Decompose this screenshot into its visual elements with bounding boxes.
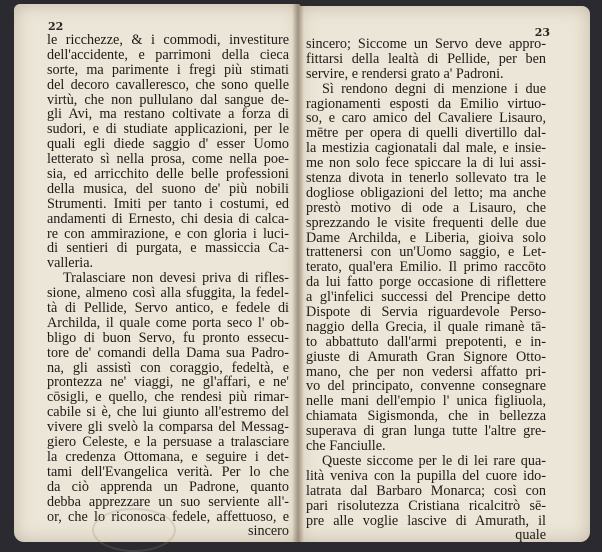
page-number: 23 xyxy=(534,26,550,39)
text-line: la mestizia cagionatali dal male, e insie- xyxy=(306,141,546,157)
text-line: a gl'infelici successi del Prencipe detto xyxy=(306,290,546,306)
text-line: che Fanciulle. xyxy=(306,439,386,454)
page-text xyxy=(306,37,546,543)
text-line: bligo di buon Servo, fu pronto essecu- xyxy=(47,330,289,346)
library-stamp xyxy=(92,508,176,552)
text-line: prontezza ne' viaggi, ne gl'affari, e ne' xyxy=(47,375,289,391)
book-gutter xyxy=(292,4,304,542)
text-line: latrata dal Barbaro Monarca; così con xyxy=(306,483,546,499)
page-number: 22 xyxy=(48,20,64,33)
text-line: gli Avi, ma restano coltivate a forza di xyxy=(47,107,289,123)
text-line: tore de' comandi della Dama sua Padro- xyxy=(47,345,289,361)
text-line: Archilda, il quale come porta seco l' ob- xyxy=(47,315,289,331)
text-line: trattenersi con un'Uomo saggio, e Let- xyxy=(306,245,546,261)
text-line: to abbattuto dall'armi prepotenti, e in- xyxy=(306,334,546,350)
text-line: me non solo fece spiccare la di lui assi- xyxy=(306,156,546,172)
text-line: tà di Pellide, Servo antico, e fedele di xyxy=(47,301,289,316)
text-line: Strumenti. Imiti per tanto i costumi, ed xyxy=(47,196,289,212)
text-line: so, e caro amico del Cavaliere Lisauro, xyxy=(306,111,546,127)
text-line: la credenza Ottomana, e seguire i det- xyxy=(47,449,289,465)
text-line: naggio della Grecia, il quale rimanè tā- xyxy=(306,319,546,335)
text-line: fittarsi della lealtà di Pellide, per ben xyxy=(306,51,546,67)
text-line: sudori, e di studiate applicazioni, per le xyxy=(47,122,289,138)
text-line: giero Celeste, e la persuase a tralasciare xyxy=(47,435,289,450)
text-line: Dispote di Servia riguardevole Perso- xyxy=(306,305,546,320)
text-line: terato, qual'era Emilio. Il primo raccōto xyxy=(306,260,546,276)
page-text xyxy=(47,33,289,539)
text-line: sprezzando le visite frequenti delle due xyxy=(306,215,546,231)
text-line: cabile si è, che lui giunto all'estremo del xyxy=(47,405,289,421)
text-line: chiamata Sigismonda, che in bellezza xyxy=(306,409,546,425)
text-line: sincero xyxy=(248,524,289,540)
text-line: Queste siccome per le di lei rare qua- xyxy=(322,453,546,469)
text-line: del decoro cavalleresco, che sono quelle xyxy=(47,77,289,93)
text-line: da lui fatto porge occasione di riflettere xyxy=(306,275,546,291)
text-line: nelle mani dell'empio l' unica figliuola, xyxy=(306,394,546,410)
text-line: mētre per opera di quelli divertillo dal- xyxy=(306,126,546,142)
text-line: sione, almeno così alla sfuggita, la fedel- xyxy=(47,286,289,302)
text-line: vivere gli svelò la comparsa del Messag- xyxy=(47,420,289,436)
text-line: dell'accidente, e parrimoni della cieca xyxy=(47,47,289,63)
left-page xyxy=(14,4,300,542)
text-line: ragionamenti esposti da Emilio virtuo- xyxy=(306,96,546,112)
text-line: superava di gran lunga tutte l'altre gre- xyxy=(306,424,546,440)
text-line: quale xyxy=(515,528,546,544)
text-line: na, gli assistì con coraggio, fedeltà, e xyxy=(47,360,289,376)
text-line: sincero; Siccome un Servo deve appro- xyxy=(306,37,546,52)
text-line: prestò motivo di ode a Lisauro, che xyxy=(306,200,546,216)
text-line: cōsigli, e quello, che rendesi più rimar- xyxy=(47,390,289,406)
text-line: stenza divota in tenerlo sollevato tra le xyxy=(306,171,546,186)
text-line: valleria. xyxy=(47,256,94,272)
text-line: servire, e rendersi grato a' Padroni. xyxy=(306,66,504,82)
text-line: mano, che per non vedersi affatto pri- xyxy=(306,364,546,380)
text-line: di sentieri di purgata, e massiccia Ca- xyxy=(47,241,289,257)
text-line: le ricchezze, & i commodi, investiture xyxy=(47,33,289,48)
text-line: debba apprezzare un suo serviente all'- xyxy=(47,494,289,510)
text-line: pre alle voglie lascive di Amurath, il xyxy=(306,513,546,529)
text-line: lità veniva con la pupilla del cuore ido- xyxy=(306,468,546,484)
text-line: sia, ed arricchito delle belle professioni xyxy=(47,167,289,182)
text-line: dogliose obligazioni del letto; ma anche xyxy=(306,185,546,201)
text-line: pari risolutezza Cristiana ricalcitrò sē- xyxy=(306,498,546,514)
text-line: virtù, che non pullulano dal sangue de- xyxy=(47,92,289,108)
text-line: Dame Archilda, e Liberia, gioiva solo xyxy=(306,230,546,246)
text-line: letterato sì nella prosa, come nella poe- xyxy=(47,152,289,168)
right-page xyxy=(298,6,590,542)
text-line: quali egli diede saggio d' esser Uomo xyxy=(47,137,289,153)
text-line: Sì rendono degni di menzione i due xyxy=(322,81,546,97)
text-line: andamenti di Ernesto, chi desia di calca- xyxy=(47,211,289,227)
text-line: giuste di Amurath Gran Signore Otto- xyxy=(306,349,546,365)
text-line: re con ammirazione, e con gloria i luci- xyxy=(47,226,289,242)
text-line: Tralasciare non devesi priva di rifles- xyxy=(63,271,289,287)
text-line: della musica, del suono de' più nobili xyxy=(47,181,289,197)
text-line: vo del principato, convenne consegnare xyxy=(306,379,546,395)
text-line: or, che lo riconosca fedele, affettuoso, e xyxy=(47,509,289,525)
text-line: da ciò apprenda un Padrone, quanto xyxy=(47,479,289,495)
text-line: sorte, ma parimente i fregi più stimati xyxy=(47,62,289,78)
text-line: tami dell'Evangelica verità. Per lo che xyxy=(47,464,289,480)
